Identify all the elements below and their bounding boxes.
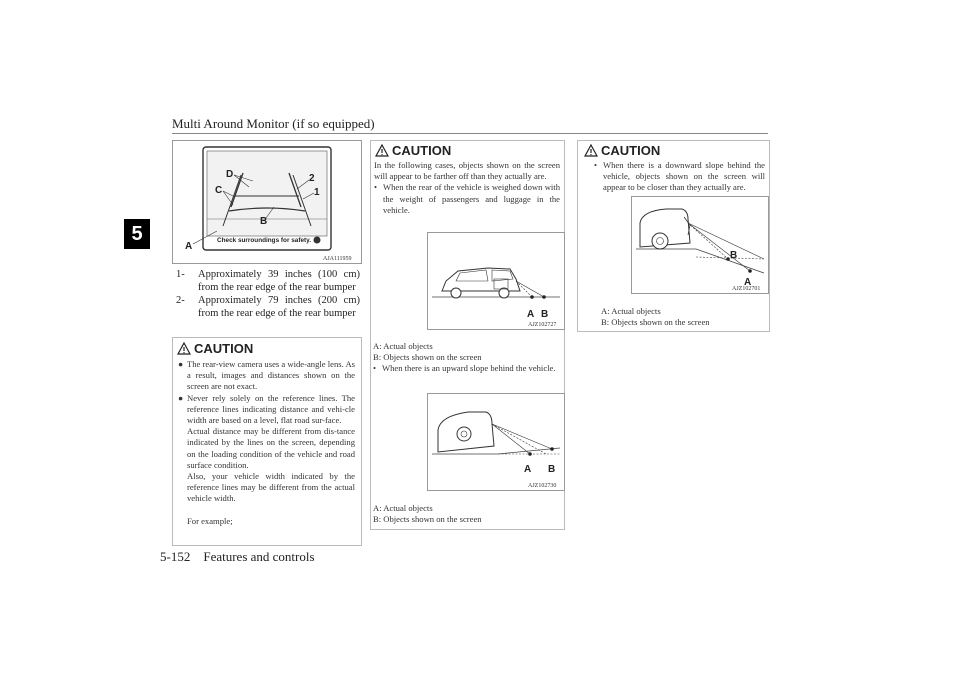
reference-num: 2-: [176, 295, 185, 306]
legend-1: A: Actual objects B: Objects shown on the screen • When there is an upward slope behind the vehicle.: [373, 341, 563, 375]
warning-icon: [177, 342, 191, 355]
page-header-title: Multi Around Monitor (if so equipped): [172, 116, 375, 131]
page-footer: [160, 549, 315, 565]
chapter-tab: 5: [124, 219, 150, 249]
figure-code: AJZ102727: [528, 322, 557, 328]
label-b: B: [548, 464, 556, 475]
caution-box-1: [172, 337, 362, 546]
monitor-illustration: [173, 141, 361, 263]
caution-intro: In the following cases, objects shown on the screen will appear to be farther off than they actually are.: [374, 160, 560, 182]
label-a: A: [527, 309, 535, 320]
caution-bullet: • When the rear of the vehicle is weighed down with the weight of passengers and luggage in the vehicle.: [374, 182, 560, 215]
reference-text: Approximately 79 inches (200 cm) from the rear edge of the rear bumper: [198, 295, 360, 319]
reference-item-1: [176, 268, 360, 294]
label-b: B: [730, 250, 738, 261]
label-d: D: [226, 169, 234, 180]
caution-title: CAUTION: [194, 341, 254, 356]
label-a: A: [524, 464, 532, 475]
caution-paragraph: Actual distance may be different from dis-tance indicated by the lines on the screen, depending on the loading condition of the vehicle and road surface condition.: [187, 426, 355, 470]
warning-icon: [375, 144, 389, 157]
bullet-dot-icon: •: [373, 363, 377, 374]
monitor-figure: [172, 140, 362, 264]
reference-list: [176, 268, 360, 320]
caution-paragraph: For example;: [187, 515, 233, 526]
section-name: Features and controls: [203, 549, 315, 564]
label-2: 2: [309, 173, 315, 184]
label-a: A: [744, 277, 752, 288]
bullet-dot-icon: •: [374, 182, 378, 193]
legend-3: A: Actual objects B: Objects shown on the screen: [601, 306, 710, 328]
reference-text: Approximately 39 inches (100 cm) from the rear edge of the rear bumper: [198, 269, 360, 293]
caution-title: CAUTION: [392, 143, 452, 158]
label-b: B: [260, 216, 268, 227]
reference-item-2: [176, 294, 360, 320]
label-a: A: [185, 241, 193, 252]
bullet-dot-icon: ●: [178, 359, 184, 369]
caution-bullet: • When there is an upward slope behind the vehicle.: [373, 363, 556, 374]
caution-bullet: • When there is a downward slope behind the vehicle, objects shown on the screen will appear to be closer than they actually are.: [594, 160, 765, 193]
figure-code: AJZ102701: [732, 286, 761, 292]
page-number: 5-152: [160, 549, 191, 564]
caution-paragraph: Also, your vehicle width indicated by the reference lines may be different from the actual vehicle width.: [187, 471, 355, 504]
monitor-message: Check surroundings for safety.: [217, 237, 311, 244]
legend-2: A: Actual objects B: Objects shown on the screen: [373, 503, 482, 525]
loaded-vehicle-figure: [427, 232, 565, 330]
downward-slope-figure: [631, 196, 769, 294]
caution-bullet: ● Never rely solely on the reference lines. The reference lines indicating distance and vehi-cle width are based on a level, flat road sur-face.: [178, 392, 355, 426]
caution-bullet: ● The rear-view camera uses a wide-angle lens. As a result, images and distances shown on the screen are not exact.: [178, 359, 355, 392]
bullet-dot-icon: •: [594, 160, 598, 170]
label-b: B: [541, 309, 549, 320]
figure-code: AJZ102730: [528, 483, 557, 489]
reference-num: 1-: [176, 269, 185, 280]
label-c: C: [215, 185, 223, 196]
header-divider: [172, 133, 768, 134]
upward-slope-figure: [427, 393, 565, 491]
bullet-dot-icon: ●: [178, 392, 184, 403]
figure-code: AJA111959: [323, 256, 352, 262]
caution-title: CAUTION: [601, 143, 661, 158]
label-1: 1: [314, 187, 320, 198]
warning-icon: [584, 144, 598, 157]
